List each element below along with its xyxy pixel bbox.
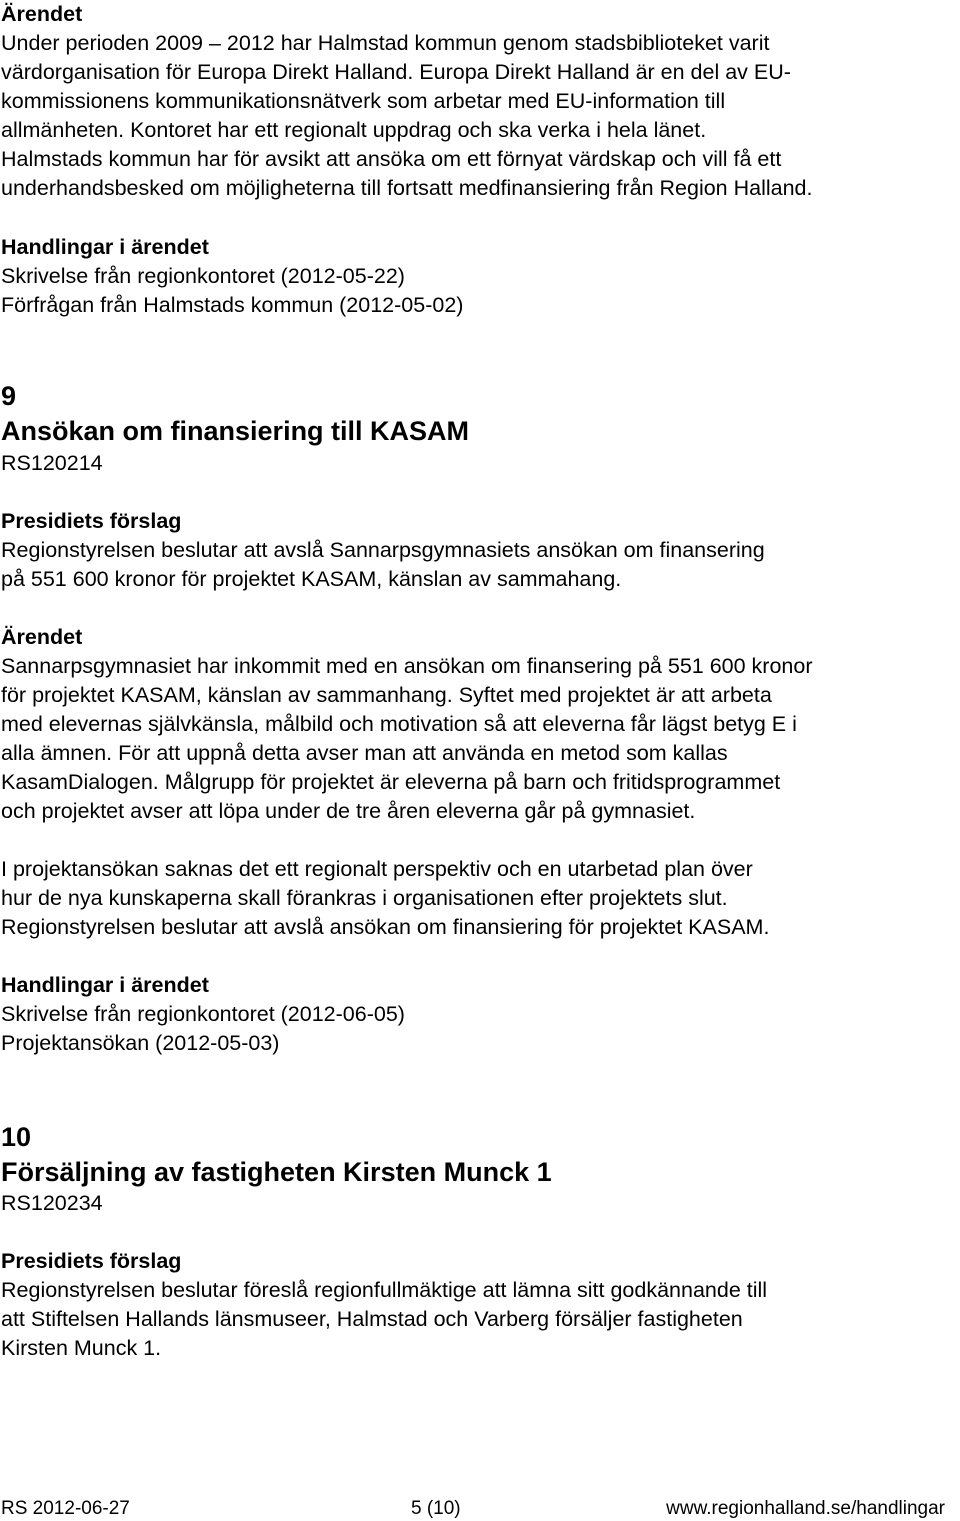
item9-matter-line: alla ämnen. För att uppnå detta avser man att använda en metod som kallas bbox=[1, 741, 728, 765]
item9-proposal-heading: Presidiets förslag bbox=[1, 509, 182, 533]
item10-proposal-line: Regionstyrelsen beslutar föreslå regionfullmäktige att lämna sitt godkännande till bbox=[1, 1278, 768, 1302]
item9-matter-line: hur de nya kunskaperna skall förankras i organisationen efter projektets slut. bbox=[1, 886, 728, 910]
intro-heading: Ärendet bbox=[1, 2, 83, 26]
item10-proposal-heading: Presidiets förslag bbox=[1, 1249, 182, 1273]
item9-proposal-line: på 551 600 kronor för projektet KASAM, känslan av sammahang. bbox=[1, 567, 622, 591]
item9-title: Ansökan om finansiering till KASAM bbox=[1, 416, 470, 446]
item10-number: 10 bbox=[1, 1122, 32, 1152]
intro-line: allmänheten. Kontoret har ett regionalt uppdrag och ska verka i hela länet. bbox=[1, 118, 707, 142]
intro-line: kommissionens kommunikationsnätverk som arbetar med EU-information till bbox=[1, 89, 726, 113]
item9-matter-line: för projektet KASAM, känslan av sammanhang. Syftet med projektet är att arbeta bbox=[1, 683, 772, 707]
item9-document: Projektansökan (2012-05-03) bbox=[1, 1031, 280, 1055]
footer-url-link[interactable]: www.regionhalland.se/handlingar bbox=[666, 1498, 945, 1519]
intro-document: Förfrågan från Halmstads kommun (2012-05-02) bbox=[1, 293, 464, 317]
intro-documents-heading: Handlingar i ärendet bbox=[1, 235, 209, 259]
item9-number: 9 bbox=[1, 381, 17, 411]
intro-document: Skrivelse från regionkontoret (2012-05-22) bbox=[1, 264, 405, 288]
item10-ref: RS120234 bbox=[1, 1191, 103, 1215]
intro-line: underhandsbesked om möjligheterna till fortsatt medfinansiering från Region Halland. bbox=[1, 176, 813, 200]
item9-matter-line: I projektansökan saknas det ett regionalt perspektiv och en utarbetad plan över bbox=[1, 857, 753, 881]
item9-documents-heading: Handlingar i ärendet bbox=[1, 973, 209, 997]
item9-matter-heading: Ärendet bbox=[1, 625, 83, 649]
item9-proposal-line: Regionstyrelsen beslutar att avslå Sannarpsgymnasiets ansökan om finansering bbox=[1, 538, 765, 562]
footer-page-number: 5 (10) bbox=[411, 1498, 461, 1519]
item9-document: Skrivelse från regionkontoret (2012-06-05) bbox=[1, 1002, 405, 1026]
item9-matter-line: med elevernas självkänsla, målbild och motivation så att eleverna får lägst betyg E i bbox=[1, 712, 797, 736]
item9-ref: RS120214 bbox=[1, 451, 103, 475]
intro-line: värdorganisation för Europa Direkt Halland. Europa Direkt Halland är en del av EU- bbox=[1, 60, 791, 84]
item10-title: Försäljning av fastigheten Kirsten Munck 1 bbox=[1, 1157, 552, 1187]
item9-matter-line: och projektet avser att löpa under de tre åren eleverna går på gymnasiet. bbox=[1, 799, 696, 823]
intro-line: Halmstads kommun har för avsikt att ansöka om ett förnyat värdskap och vill få ett bbox=[1, 147, 782, 171]
item9-matter-line: KasamDialogen. Målgrupp för projektet är eleverna på barn och fritidsprogrammet bbox=[1, 770, 781, 794]
item9-matter-line: Regionstyrelsen beslutar att avslå ansökan om finansiering för projektet KASAM. bbox=[1, 915, 770, 939]
item10-proposal-line: Kirsten Munck 1. bbox=[1, 1336, 162, 1360]
footer-doc-ref: RS 2012-06-27 bbox=[1, 1498, 130, 1519]
item10-proposal-line: att Stiftelsen Hallands länsmuseer, Halmstad och Varberg försäljer fastigheten bbox=[1, 1307, 743, 1331]
intro-line: Under perioden 2009 – 2012 har Halmstad kommun genom stadsbiblioteket varit bbox=[1, 31, 770, 55]
item9-matter-line: Sannarpsgymnasiet har inkommit med en ansökan om finansering på 551 600 kronor bbox=[1, 654, 813, 678]
